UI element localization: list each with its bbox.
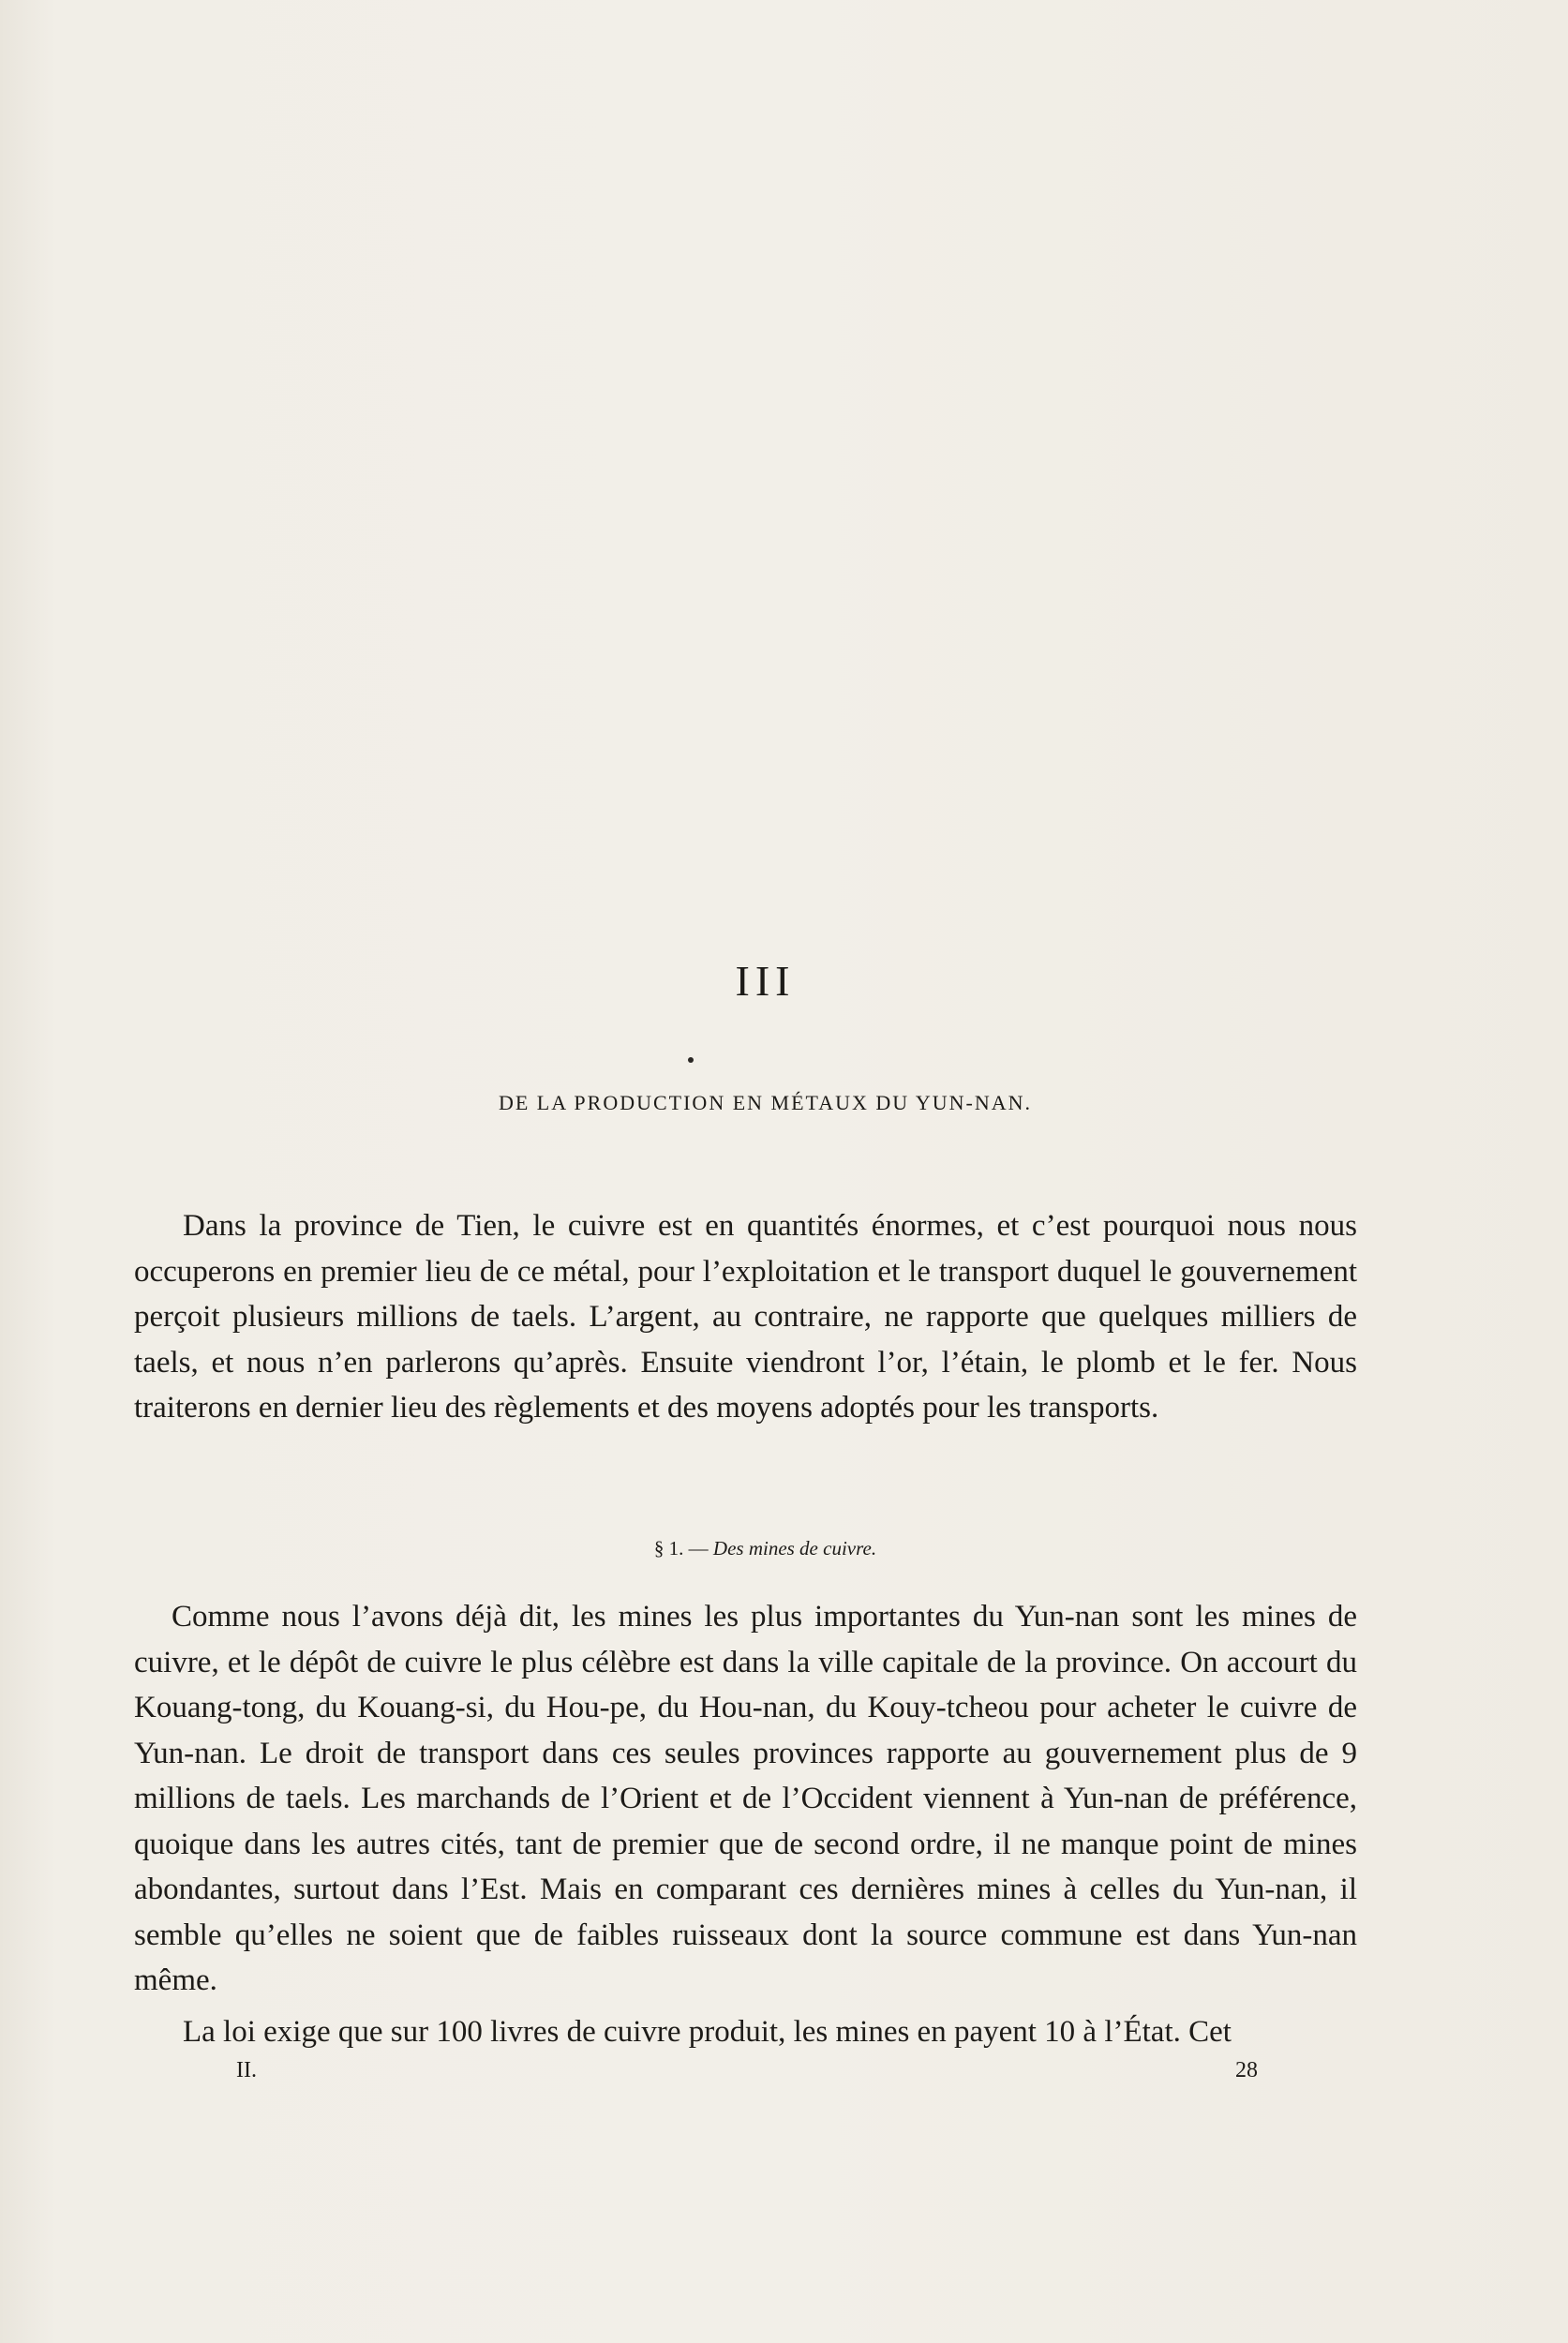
paragraph-intro: Dans la province de Tien, le cuivre est en quantités énormes, et c’est pourquoi nous nous occuperons en premier lieu de ce métal, pour l’exploitation et le transport duquel le gouvernement perçoit plusieurs millions de taels. L’argent, au contraire, ne rapporte que quelques milliers de taels, et nous n’en parlerons qu’après. Ensuite viendront l’or, l’étain, le plomb et le fer. Nous traiterons en dernier lieu des règlements et des moyens adoptés pour les transports. xyxy=(134,1209,1357,1425)
signature-mark: II. xyxy=(236,2058,257,2082)
paragraph-law: La loi exige que sur 100 livres de cuivre produit, les mines en payent 10 à l’État. Cet xyxy=(183,2015,1232,2049)
section-title: Des mines de cuivre. xyxy=(712,1537,877,1560)
section-number: § 1. — xyxy=(653,1537,709,1560)
paragraph-copper-mines: Comme nous l’avons déjà dit, les mines les plus importantes du Yun-nan sont les mines de cuivre, et le dépôt de cuivre le plus célèbre est dans la ville capitale de la province. On accourt du Kouang-tong, du Kouang-si, du Hou-pe, du Hou-nan, du Kouy-tcheou pour acheter le cuivre de Yun-nan. Le droit de transport dans ces seules provinces rapporte au gouvernement plus de 9 millions de taels. Les marchands de l’Orient et de l’Occident viennent à Yun-nan de préférence, quoique dans les autres cités, tant de premier que de second ordre, il ne manque point de mines abondantes, surtout dans l’Est. Mais en comparant ces dernières mines à celles du Yun-nan, il semble qu’elles ne soient que de faibles ruisseaux dont la source commune est dans Yun-nan même. xyxy=(134,1600,1357,1997)
section-heading xyxy=(0,1537,1531,1560)
page-number: 28 xyxy=(1235,2058,1258,2082)
chapter-title: DE LA PRODUCTION EN MÉTAUX DU YUN-NAN. xyxy=(498,1091,1032,1114)
ornament-dot xyxy=(688,1057,694,1063)
chapter-number: III xyxy=(735,957,796,1005)
